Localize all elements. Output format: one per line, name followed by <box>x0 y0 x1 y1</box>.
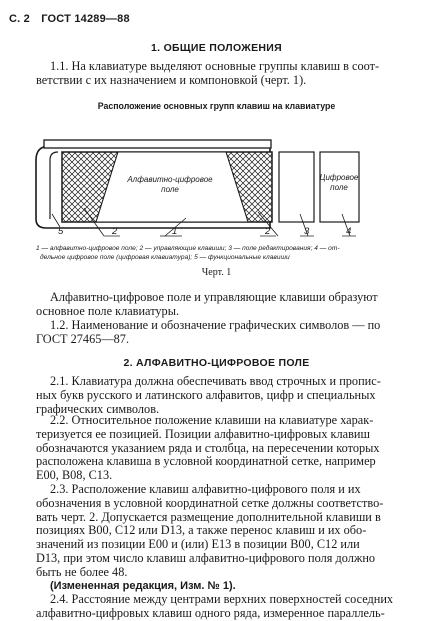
paragraph-line: обозначения в условной координатной сетке должны соответство- <box>36 495 384 510</box>
paragraph-fields <box>36 291 420 319</box>
paragraph-2-2 <box>36 414 420 483</box>
callout-2-left: 2 <box>112 226 118 237</box>
paragraph-line: 2.1. Клавиатура должна обеспечивать ввод строчных и пропис- <box>50 374 381 388</box>
paragraph-line: графических символов. <box>36 401 160 416</box>
paragraph-line: основное поле клавиатуры. <box>36 303 180 318</box>
paragraph-line: ГОСТ 27465—87. <box>36 331 130 346</box>
paragraph-line: значений из позиции E00 и (или) E13 в позиции B00, C12 или <box>36 537 360 552</box>
paragraph-line: 2.3. Расположение клавиш алфавитно-цифрового поля и их <box>50 482 361 496</box>
callout-4: 4 <box>346 226 352 237</box>
paragraph-1-2 <box>36 319 420 347</box>
section-1-title: 1. ОБЩИЕ ПОЛОЖЕНИЯ <box>151 42 282 54</box>
paragraph-line: быть не более 48. <box>36 564 128 579</box>
paragraph-2-1 <box>36 375 420 416</box>
figure-title: Расположение основных групп клавиш на клавиатуре <box>97 101 336 111</box>
paragraph-line: ных букв русского и латинского алфавитов, цифр и специальных <box>36 387 376 402</box>
paragraph-line: расположена клавиша в условной координатной сетке, например <box>36 454 376 469</box>
paragraph-line: D13, при этом число клавиш алфавитно-цифрового поля должно <box>36 550 376 565</box>
callout-3: 3 <box>304 226 310 237</box>
paragraph-line: обозначаются указанием ряда и столбца, на пересечении которых <box>36 440 380 455</box>
editing-field <box>279 152 314 222</box>
callout-5: 5 <box>58 226 64 237</box>
paragraph-line: алфавитно-цифровых клавиш одного ряда, измеренное параллель- <box>36 605 385 620</box>
paragraph-line: 2.2. Относительное положение клавиши на клавиатуре харак- <box>50 413 374 427</box>
caption-line: 1 — алфавитно-цифровое поле; 2 — управляющие клавиши; 3 — поле редактирования; 4 — от- <box>36 245 340 252</box>
paragraph-line: 1.2. Наименование и обозначение графических символов — по <box>50 318 381 332</box>
paragraph-line: 1.1. На клавиатуре выделяют основные группы клавиш в соот- <box>50 59 380 73</box>
function-keys-left-edge <box>50 152 58 219</box>
paragraph-line: позициях B00, C12 или D13, а также перенос клавиш и их обо- <box>36 523 367 538</box>
paragraph-line: E00, B08, C13. <box>36 468 113 483</box>
figure-label: Черт. 1 <box>201 267 232 278</box>
numeric-field-label-line2: поле <box>330 183 348 192</box>
function-keys-row <box>44 140 271 148</box>
numeric-field-label-line1: Цифровое <box>319 173 359 182</box>
paragraph-line: 2.4. Расстояние между центрами верхних поверхностей соседних <box>50 592 394 606</box>
alphanumeric-field-label-line1: Алфавитно-цифровое <box>127 175 213 184</box>
paragraph-line: Алфавитно-цифровое поле и управляющие клавиши образуют <box>50 290 378 304</box>
callout-2-right: 2 <box>265 226 271 237</box>
paragraph-line: теризуется ее позицией. Позиции алфавитно-цифровых клавиш <box>36 426 370 441</box>
page-number: С. 2 <box>9 13 30 25</box>
caption-line: дельное цифровое поле (цифровая клавиатура); 5 — функциональные клавиши <box>40 254 290 261</box>
standard-code: ГОСТ 14289—88 <box>41 13 130 25</box>
section-2-title: 2. АЛФАВИТНО-ЦИФРОВОЕ ПОЛЕ <box>123 357 310 369</box>
paragraph-2-3 <box>36 483 420 580</box>
callout-1: 1 <box>172 226 178 237</box>
alphanumeric-field-label-line2: поле <box>161 185 179 194</box>
paragraph-line: вать черт. 2. Допускается размещение дополнительной клавиши в <box>36 509 381 524</box>
amendment-note: (Измененная редакция, Изм. № 1). <box>50 580 236 592</box>
paragraph-line: ветствии с их назначением и компоновкой (черт. 1). <box>36 72 307 87</box>
paragraph-2-4 <box>36 593 420 621</box>
figure-caption <box>36 244 422 262</box>
